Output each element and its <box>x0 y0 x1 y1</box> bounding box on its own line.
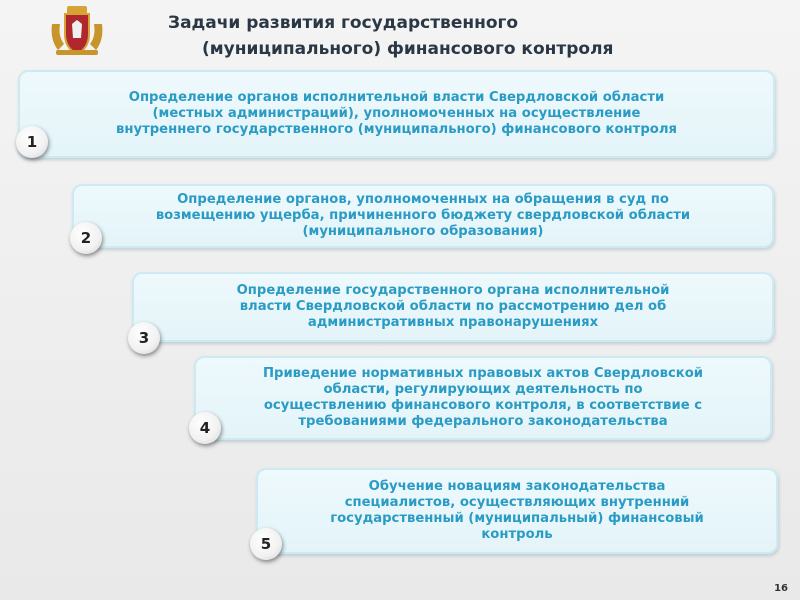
coat-of-arms-emblem <box>48 4 106 58</box>
task-number: 3 <box>138 329 150 347</box>
task-number: 1 <box>26 133 38 151</box>
task-text: Определение органов исполнительной власти Свердловской области (местных администраций), уполномоченных на осуществление внутреннего государственного (муниципального) финансового контроля <box>116 90 677 137</box>
task-text: Определение государственного органа исполнительной власти Свердловской области по рассмотрению дел об административных правонарушениях <box>236 283 670 330</box>
task-number-badge <box>16 126 48 158</box>
task-text: Определение органов, уполномоченных на обращения в суд по возмещению ущерба, причиненного бюджету свердловской области (муниципального образования) <box>155 192 691 239</box>
task-number-badge <box>250 528 282 560</box>
task-card-4 <box>194 356 772 440</box>
page-number: 16 <box>774 583 788 594</box>
task-number: 5 <box>260 535 272 553</box>
page-title-line1: Задачи развития государственного <box>168 13 519 33</box>
task-card-5 <box>256 468 778 554</box>
task-number: 4 <box>199 419 211 437</box>
task-text: Приведение нормативных правовых актов Свердловской области, регулирующих деятельность по осуществлению финансового контроля, в соответствие с требованиями федерального законодательства <box>262 366 704 429</box>
page-title-line2: (муниципального) финансового контроля <box>202 39 614 59</box>
task-card-2 <box>72 184 774 248</box>
task-number-badge <box>128 322 160 354</box>
task-number-badge <box>70 222 102 254</box>
task-number-badge <box>189 412 221 444</box>
task-card-3 <box>132 272 774 342</box>
task-text: Обучение новациям законодательства специалистов, осуществляющих внутренний государственный (муниципальный) финансовый контроль <box>330 479 704 542</box>
task-card-1 <box>18 70 775 158</box>
task-number: 2 <box>80 229 92 247</box>
page-title <box>168 10 768 62</box>
